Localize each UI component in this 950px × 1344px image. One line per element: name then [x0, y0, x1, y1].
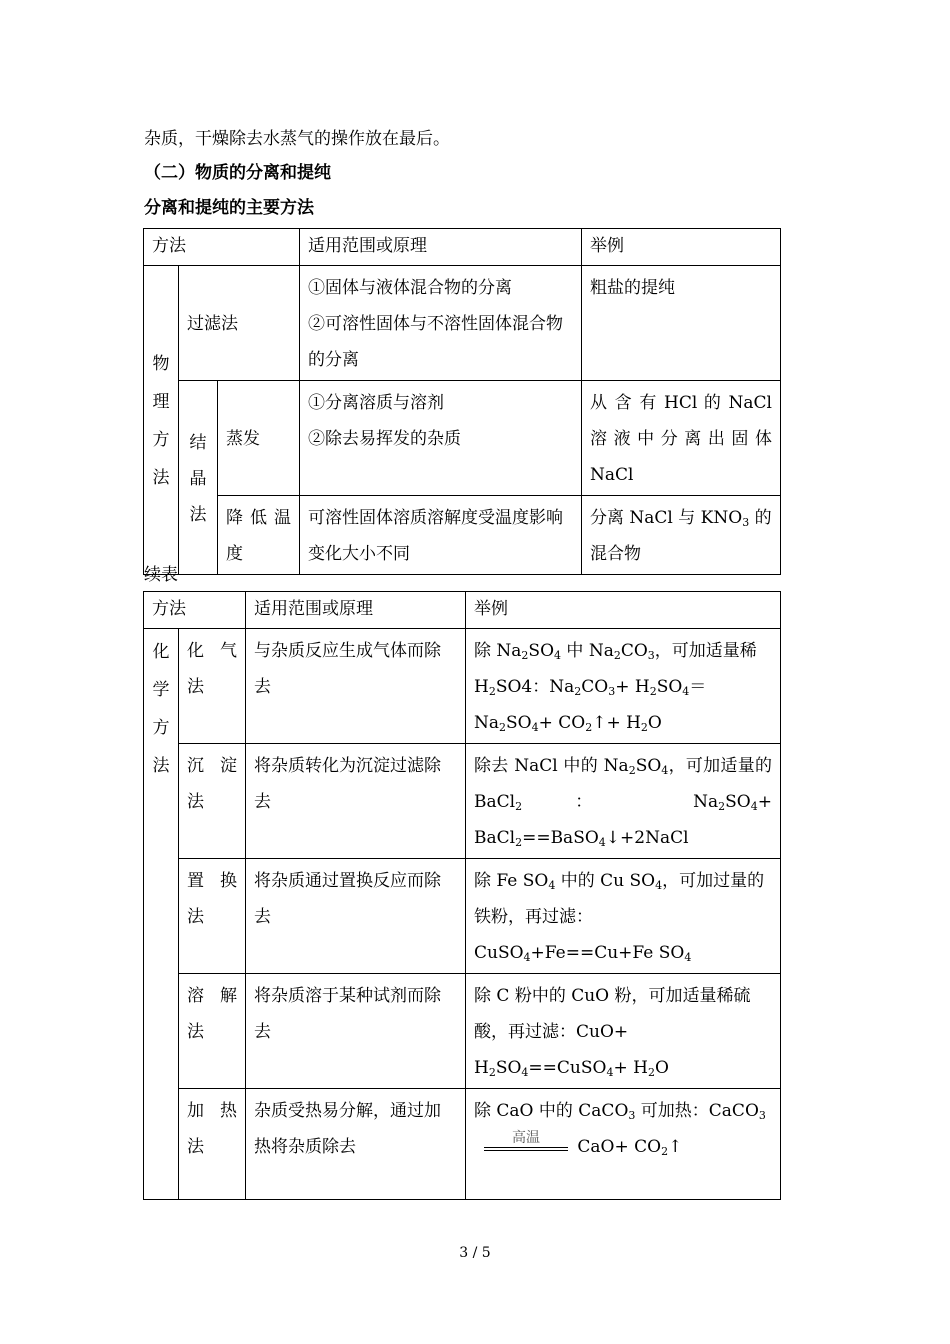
header-example: 举例 [582, 229, 781, 266]
example-displacement: 除 Fe $SO_4$ 中的 Cu $SO_4$，可加过量的铁粉，再过滤：CuSO$_4$+Fe==Cu+Fe $SO_4$ [466, 859, 781, 974]
table-row [144, 381, 781, 496]
scope-cooling: 可溶性固体溶质溶解度受温度影响变化大小不同 [300, 496, 582, 575]
example-evaporation: 从 含 有 HCl 的 NaCl 溶 液 中 分 离 出 固 体 NaCl [582, 381, 781, 496]
table-header-row [144, 592, 781, 629]
scope-heating: 杂质受热易分解，通过加热将杂质除去 [246, 1089, 466, 1200]
example-precipitation: 除去 NaCl 中的 $Na_2SO_4$，可加适量的 BaCl$_2$ ： $Na_2SO_4+$ BaCl$_2$==BaSO$_4$↓+2NaCl [466, 744, 781, 859]
method-evaporation: 蒸发 [218, 381, 300, 496]
example-dissolution: 除 C 粉中的 CuO 粉，可加适量稀硫酸，再过滤：$CuO+ H_2SO_4==CuSO_4+ H_2O$ [466, 974, 781, 1089]
table-row [144, 1089, 781, 1200]
method-cooling: 降 低 温 度 [218, 496, 300, 575]
method-displacement: 置 换 法 [179, 859, 246, 974]
scope-evaporation: ①分离溶质与溶剂 ②除去易挥发的杂质 [300, 381, 582, 496]
table-row [144, 974, 781, 1089]
method-precipitation: 沉 淀 法 [179, 744, 246, 859]
example-heating: 除 CaO 中的 CaCO$_3$ 可加热：CaCO$_3$ 高温 $CaO+ CO_2↑$ [466, 1089, 781, 1200]
scope-gas: 与杂质反应生成气体而除去 [246, 629, 466, 744]
method-filtration: 过滤法 [179, 266, 300, 381]
header-method: 方法 [144, 229, 300, 266]
scope-displacement: 将杂质通过置换反应而除去 [246, 859, 466, 974]
header-scope: 适用范围或原理 [246, 592, 466, 629]
example-filtration: 粗盐的提纯 [582, 266, 781, 381]
example-cooling: 分离 NaCl 与 $KNO_3$ 的混合物 [582, 496, 781, 575]
table-header-row [144, 229, 781, 266]
header-example: 举例 [466, 592, 781, 629]
scope-dissolution: 将杂质溶于某种试剂而除去 [246, 974, 466, 1089]
page-number: 3 / 5 [459, 1245, 491, 1261]
reaction-condition: 高温 [480, 1138, 572, 1158]
scope-precipitation: 将杂质转化为沉淀过滤除去 [246, 744, 466, 859]
table-row [144, 629, 781, 744]
category-physical: 物 理 方 法 [144, 266, 179, 575]
table-row [144, 859, 781, 974]
continued-label: 续表 [144, 565, 178, 585]
table-row [144, 744, 781, 859]
scope-filtration: ①固体与液体混合物的分离 ②可溶性固体与不溶性固体混合物的分离 [300, 266, 582, 381]
header-scope: 适用范围或原理 [300, 229, 582, 266]
table-row [144, 496, 781, 575]
intro-text: 杂质，干燥除去水蒸气的操作放在最后。 [144, 129, 450, 149]
method-gas: 化 气 法 [179, 629, 246, 744]
category-chemical: 化 学 方 法 [144, 629, 179, 1200]
table-row [144, 266, 781, 381]
physical-methods-table [143, 228, 781, 575]
header-method: 方法 [144, 592, 246, 629]
method-dissolution: 溶 解 法 [179, 974, 246, 1089]
method-crystallization: 结 晶 法 [179, 381, 218, 575]
table-title: 分离和提纯的主要方法 [144, 198, 314, 218]
chemical-methods-table [143, 591, 781, 1200]
example-gas: 除 $Na_2SO_4$ 中 $Na_2CO_3$，可加适量稀 $H_2SO4$：$Na_2CO_3+ H_2SO_4=Na_2SO_4+$ $CO_2↑+ H_2O$ [466, 629, 781, 744]
section-title: （二）物质的分离和提纯 [144, 163, 331, 183]
method-heating: 加 热 法 [179, 1089, 246, 1200]
